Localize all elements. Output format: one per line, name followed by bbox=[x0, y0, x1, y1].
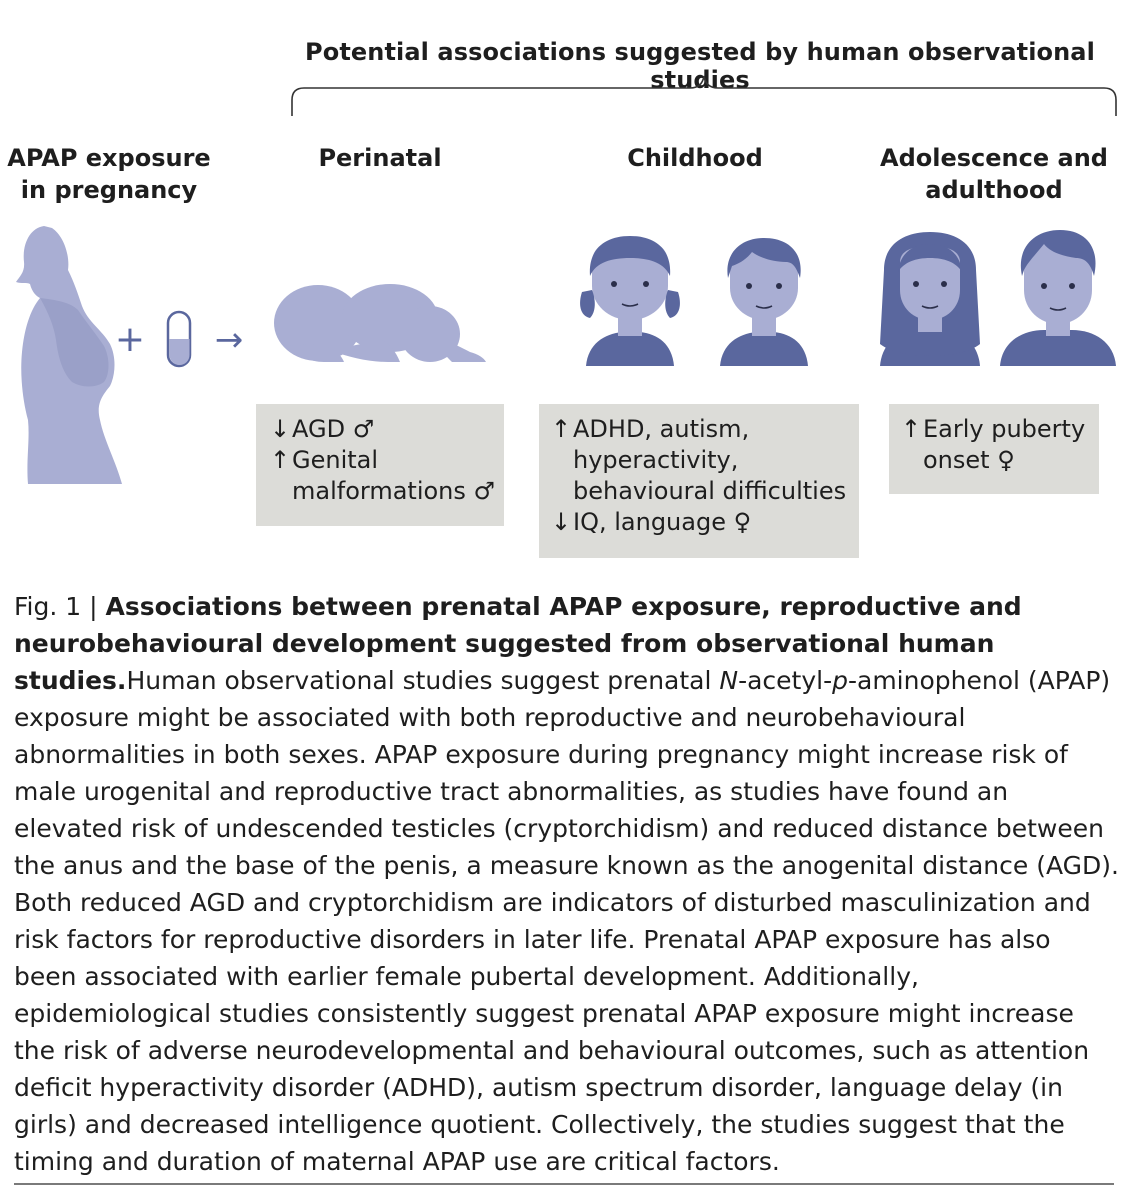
outcome-line bbox=[901, 414, 1099, 445]
outcome-text: AGD ♂ bbox=[292, 415, 375, 443]
outcome-line bbox=[551, 445, 859, 476]
stage-exposure-line2: in pregnancy bbox=[20, 176, 198, 204]
stage-adolescence-line2: adulthood bbox=[925, 176, 1063, 204]
outcome-text: IQ, language ♀ bbox=[573, 508, 752, 536]
stage-childhood-heading: Childhood bbox=[627, 144, 763, 172]
figure-caption bbox=[14, 588, 1119, 1180]
pregnant-woman-icon bbox=[16, 226, 122, 484]
childhood-outcomes-box bbox=[539, 404, 859, 558]
up-arrow-icon: ↑ bbox=[270, 446, 291, 474]
arrow-spacer bbox=[901, 445, 923, 476]
outcome-text: malformations ♂ bbox=[292, 477, 496, 505]
stage-exposure-line1: APAP exposure bbox=[7, 144, 211, 172]
outcome-text: Early puberty bbox=[923, 415, 1086, 443]
outcome-text: behavioural difficulties bbox=[573, 477, 847, 505]
outcome-line bbox=[270, 414, 504, 445]
caption-body-3: -aminophenol (APAP) exposure might be associated with both reproductive and neurobehavioural abnormalities in both sexes. APAP exposure during pregnancy might increase risk of male urogenital and reproductive tract abnormalities, as studies have found an elevated risk of undescended testicles (cryptorchidism) and reduced distance between the anus and the base of the penis, a measure known as the anogenital distance (AGD). Both reduced AGD and cryptorchidism are indicators of disturbed masculinization and risk factors for reproductive disorders in later life. Prenatal APAP exposure has also been associated with earlier female pubertal development. Additionally, epidemiological studies consistently suggest prenatal APAP exposure might increase the risk of adverse neurodevelopmental and behavioural outcomes, such as attention deficit hyperactivity disorder (ADHD), autism spectrum disorder, language delay (in girls) and decreased intelligence quotient. Collectively, the studies suggest that the timing and duration of maternal APAP use are critical factors. bbox=[14, 666, 1119, 1176]
outcome-text: ADHD, autism, bbox=[573, 415, 750, 443]
caption-title: Associations between prenatal APAP exposure, reproductive and neurobehavioural development suggested from observational human studies. bbox=[14, 592, 1022, 695]
pill-capsule-icon bbox=[168, 312, 190, 366]
outcome-text: onset ♀ bbox=[923, 446, 1015, 474]
caption-body-1: Human observational studies suggest prenatal bbox=[126, 666, 720, 695]
figure-label: Fig. 1 | bbox=[14, 592, 106, 621]
down-arrow-icon: ↓ bbox=[270, 415, 291, 443]
adolescence-outcomes-box bbox=[889, 404, 1099, 494]
arrow-spacer bbox=[270, 476, 292, 507]
up-arrow-icon: ↑ bbox=[551, 415, 572, 443]
perinatal-outcomes-box bbox=[256, 404, 504, 526]
arrow-spacer bbox=[551, 476, 573, 507]
stage-perinatal-heading: Perinatal bbox=[318, 144, 442, 172]
bottom-rule bbox=[14, 1183, 1114, 1185]
down-arrow-icon: ↓ bbox=[551, 508, 572, 536]
stage-exposure-heading bbox=[4, 142, 214, 206]
stage-adolescence-line1: Adolescence and bbox=[880, 144, 1108, 172]
caption-body-2: -acetyl- bbox=[738, 666, 833, 695]
outcome-line bbox=[551, 507, 859, 538]
outcome-line bbox=[270, 445, 504, 476]
outcome-text: hyperactivity, bbox=[573, 446, 739, 474]
bracket bbox=[292, 76, 1116, 116]
boy-child-icon bbox=[720, 238, 808, 366]
caption-italic-p: p bbox=[832, 666, 848, 695]
arrow-right-symbol: → bbox=[214, 320, 244, 360]
outcome-line bbox=[551, 476, 859, 507]
outcome-line bbox=[901, 445, 1099, 476]
outcome-line bbox=[551, 414, 859, 445]
up-arrow-icon: ↑ bbox=[901, 415, 922, 443]
outcome-line bbox=[270, 476, 504, 507]
sleeping-baby-icon bbox=[274, 284, 486, 362]
plus-symbol: + bbox=[114, 319, 146, 360]
adult-woman-icon bbox=[880, 232, 980, 366]
caption-italic-n: N bbox=[719, 666, 739, 695]
arrow-spacer bbox=[551, 445, 573, 476]
figure-top-title: Potential associations suggested by human observational studies bbox=[305, 38, 1095, 94]
adult-man-icon bbox=[1000, 230, 1116, 366]
stage-adolescence-heading bbox=[876, 142, 1112, 206]
outcome-text: Genital bbox=[292, 446, 379, 474]
caption-paragraph bbox=[14, 588, 1119, 1180]
girl-child-icon bbox=[580, 236, 680, 366]
